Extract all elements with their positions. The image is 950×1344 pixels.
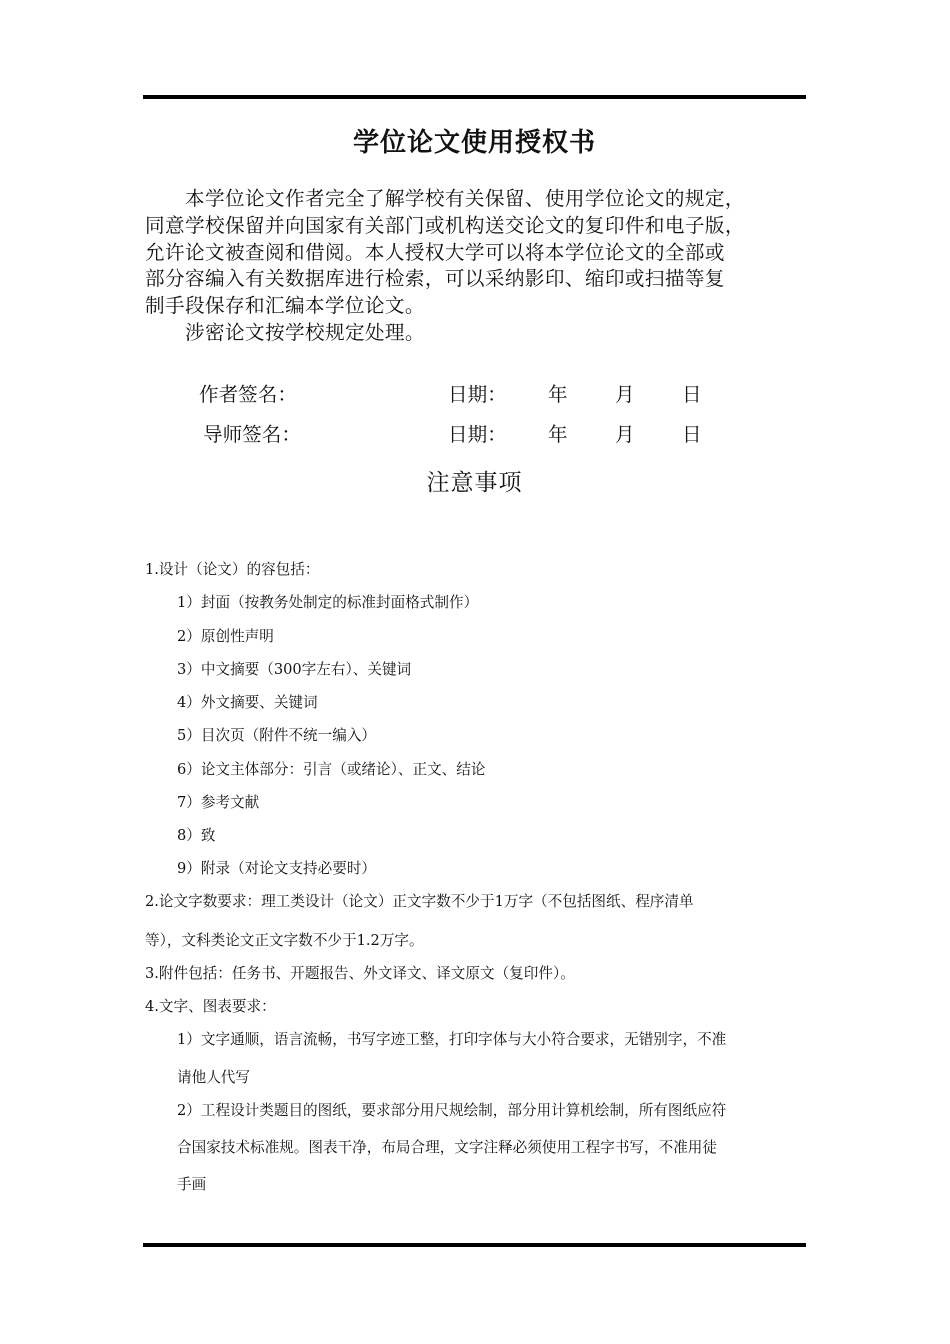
note-subitem-continuation: 手画 xyxy=(177,1176,207,1193)
notice-title: 注意事项 xyxy=(426,470,523,496)
note-subitem: 1）封面（按教务处制定的标准封面格式制作） xyxy=(177,594,479,611)
author-year-label: 年 xyxy=(548,383,568,406)
authorization-line: 部分容编入有关数据库进行检索，可以采纳影印、缩印或扫描等复 xyxy=(145,267,725,291)
author-date-label: 日期： xyxy=(448,383,507,406)
note-subitem-continuation: 合国家技术标准规。图表干净，布局合理，文字注释必须使用工程字书写，不准用徒 xyxy=(177,1139,717,1156)
note-subitem: 2）工程设计类题目的图纸，要求部分用尺规绘制，部分用计算机绘制，所有图纸应符 xyxy=(177,1102,727,1119)
note-item: 4.文字、图表要求： xyxy=(145,998,276,1015)
notes-list xyxy=(145,0,810,1244)
document-title: 学位论文使用授权书 xyxy=(352,128,596,158)
note-subitem-continuation: 请他人代写 xyxy=(177,1069,250,1086)
author-day-label: 日 xyxy=(682,383,702,406)
note-subitem: 1）文字通顺，语言流畅，书写字迹工整，打印字体与大小符合要求，无错别字，不准 xyxy=(177,1031,727,1048)
author-month-label: 月 xyxy=(615,383,635,406)
note-item: 2.论文字数要求：理工类设计（论文）正文字数不少于1万字（不包括图纸、程序清单 xyxy=(145,893,694,910)
note-subitem: 9）附录（对论文支持必要时） xyxy=(177,860,377,877)
authorization-line: 本学位论文作者完全了解学校有关保留、使用学位论文的规定， xyxy=(185,187,745,210)
note-item: 3.附件包括：任务书、开题报告、外文译文、译文原文（复印件）。 xyxy=(145,965,575,982)
note-subitem: 3）中文摘要（300字左右）、关键词 xyxy=(177,661,412,678)
advisor-date-label: 日期： xyxy=(448,423,507,446)
note-subitem: 6）论文主体部分：引言（或绪论）、正文、结论 xyxy=(177,761,486,778)
note-subitem: 4）外文摘要、关键词 xyxy=(177,694,318,711)
classified-note: 涉密论文按学校规定处理。 xyxy=(185,320,425,344)
note-subitem: 7）参考文献 xyxy=(177,794,260,811)
advisor-year-label: 年 xyxy=(548,423,568,446)
author-signature-label: 作者签名： xyxy=(199,383,297,406)
authorization-line: 允许论文被查阅和借阅。本人授权大学可以将本学位论文的全部或 xyxy=(145,240,725,264)
note-subitem: 8）致 xyxy=(177,827,216,844)
authorization-line: 制手段保存和汇编本学位论文。 xyxy=(145,294,425,318)
note-item: 1.设计（论文）的容包括： xyxy=(145,561,320,578)
advisor-month-label: 月 xyxy=(615,423,635,446)
authorization-line: 同意学校保留并向国家有关部门或机构送交论文的复印件和电子版， xyxy=(145,213,745,237)
footer-rule xyxy=(143,1243,806,1247)
note-subitem: 2）原创性声明 xyxy=(177,628,274,645)
note-subitem: 5）目次页（附件不统一编入） xyxy=(177,727,377,744)
advisor-signature-label: 导师签名： xyxy=(203,423,301,446)
note-item-continuation: 等），文科类论文正文字数不少于1.2万字。 xyxy=(145,932,424,949)
advisor-day-label: 日 xyxy=(682,423,702,446)
